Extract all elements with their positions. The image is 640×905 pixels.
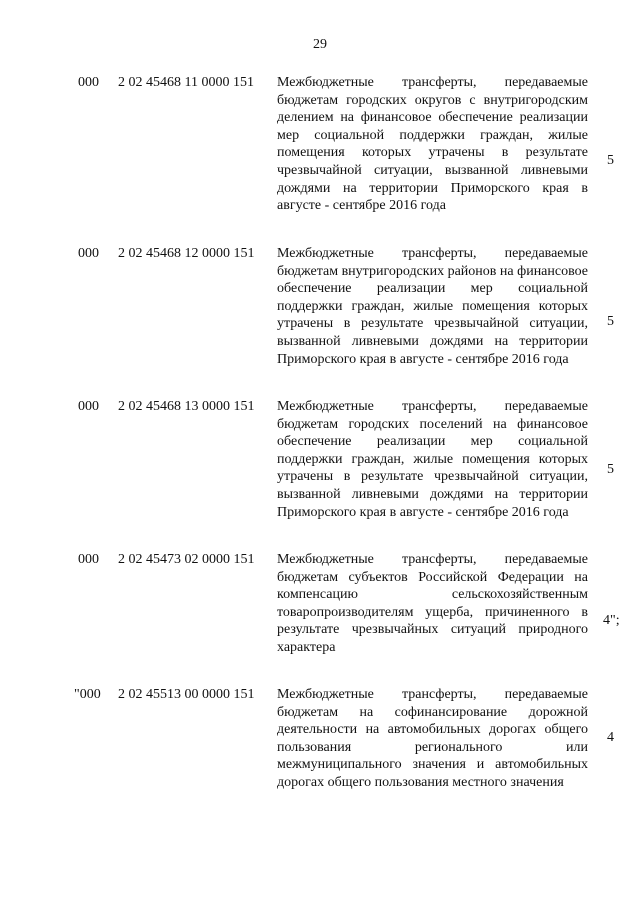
row-description: Межбюджетные трансферты, передаваемые бюджетам субъектов Российской Федерации на компенсацию сельскохозяйственным товаропроизводителям ущерба, причиненного в результате чрезвычайных ситуаций природного характера — [277, 552, 588, 655]
row-value: 4"; — [603, 613, 620, 628]
budget-classification-code: 2 02 45513 00 0000 151 — [118, 687, 255, 702]
admin-code: 000 — [78, 75, 99, 90]
page-number: 29 — [313, 37, 327, 52]
row-value: 5 — [607, 314, 614, 329]
admin-code: 000 — [78, 552, 99, 567]
admin-code: 000 — [78, 246, 99, 261]
row-description: Межбюджетные трансферты, передаваемые бюджетам внутригородских районов на финансовое обеспечение реализации мер социальной поддержки граждан, жилые помещения которых утрачены в результате чрезвычайной ситуации, вызванной ливневыми дождями на территории Приморского края в августе - сентябре 2016 года — [277, 246, 588, 367]
row-value: 5 — [607, 153, 614, 168]
row-value: 5 — [607, 462, 614, 477]
row-description: Межбюджетные трансферты, передаваемые бюджетам городских округов с внутригородским делением на финансовое обеспечение реализации мер социальной поддержки граждан, жилые помещения которых утрачены в результате чрезвычайной ситуации, вызванной ливневыми дождями на территории Приморского края в августе - сентябре 2016 года — [277, 75, 588, 214]
row-description: Межбюджетные трансферты, передаваемые бюджетам городских поселений на финансовое обеспечение реализации мер социальной поддержки граждан, жилые помещения которых утрачены в результате чрезвычайной ситуации, вызванной ливневыми дождями на территории Приморского края в августе - сентябре 2016 года — [277, 399, 588, 520]
budget-classification-code: 2 02 45468 13 0000 151 — [118, 399, 255, 414]
budget-classification-code: 2 02 45468 11 0000 151 — [118, 75, 254, 90]
admin-code: "000 — [74, 687, 101, 702]
admin-code: 000 — [78, 399, 99, 414]
row-value: 4 — [607, 730, 614, 745]
budget-classification-code: 2 02 45473 02 0000 151 — [118, 552, 255, 567]
budget-classification-code: 2 02 45468 12 0000 151 — [118, 246, 255, 261]
row-description: Межбюджетные трансферты, передаваемые бюджетам на софинансирование дорожной деятельности на автомобильных дорогах общего пользования регионального или межмуниципального значения и автомобильных дорогах общего пользования местного значения — [277, 687, 588, 790]
